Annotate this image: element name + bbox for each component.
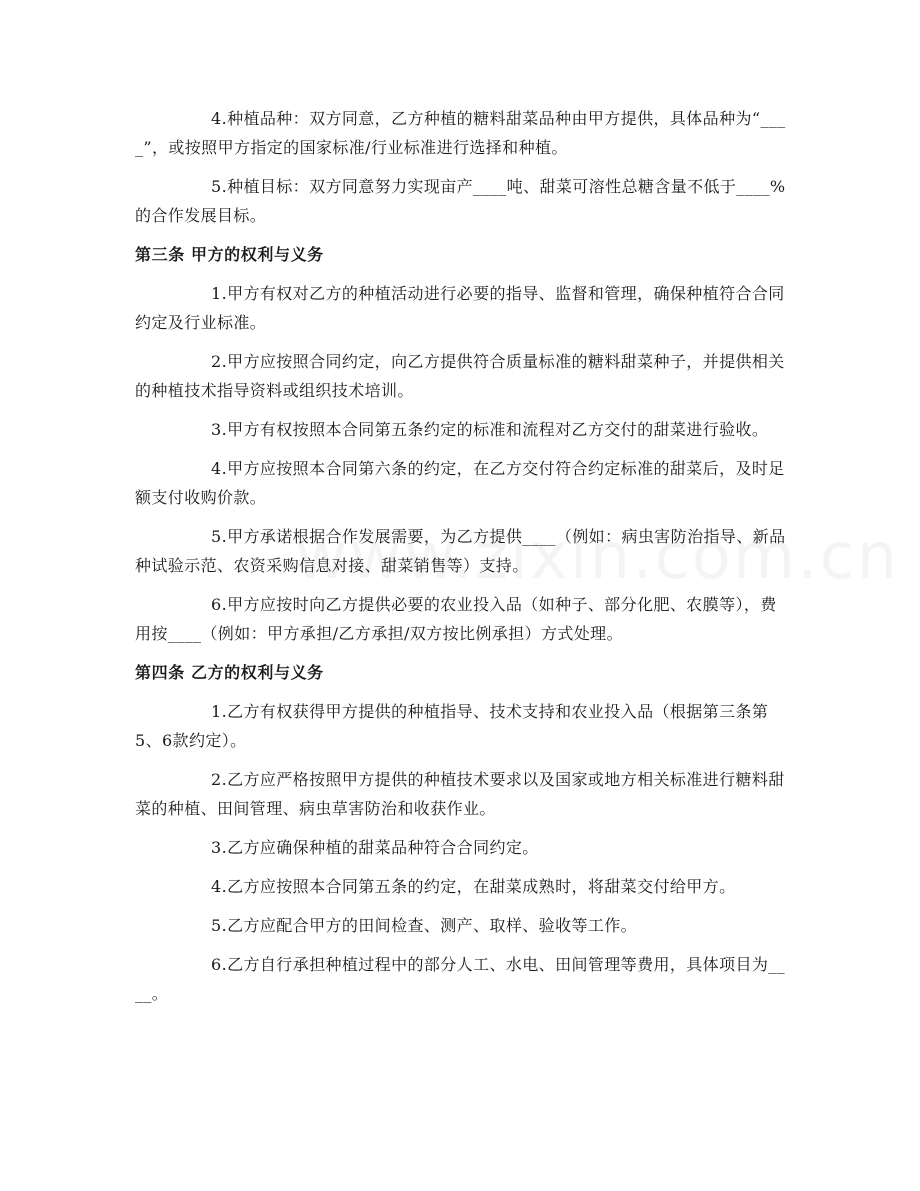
section-heading-article-3: 第三条 甲方的权利与义务: [135, 245, 324, 264]
item-number: 5.: [211, 527, 228, 546]
item-text: 种植品种：双方同意，乙方种植的糖料甜菜品种由甲方提供，具体品种为“____”，或按照甲方指定的国家标准/行业标准进行选择和种植。: [135, 109, 786, 157]
document-body: [135, 104, 787, 1018]
item-number: 3.: [211, 420, 228, 439]
item-text: 甲方承诺根据合作发展需要，为乙方提供____（例如：病虫害防治指导、新品种试验示范、农资采购信息对接、甜菜销售等）支持。: [135, 527, 786, 575]
item-number: 4.: [211, 109, 228, 128]
clause-4-item-4: [135, 872, 787, 901]
item-text: 种植目标：双方同意努力实现亩产____吨、甜菜可溶性总糖含量不低于____%的合作发展目标。: [135, 177, 786, 225]
item-text: 乙方自行承担种植过程中的部分人工、水电、田间管理等费用，具体项目为____。: [135, 955, 786, 1003]
item-text: 乙方应严格按照甲方提供的种植技术要求以及国家或地方相关标准进行糖料甜菜的种植、田间管理、病虫草害防治和收获作业。: [135, 770, 785, 818]
clause-4-item-5: [135, 911, 787, 940]
item-text: 甲方应按照合同约定，向乙方提供符合质量标准的糖料甜菜种子，并提供相关的种植技术指导资料或组织技术培训。: [135, 352, 785, 400]
clause-3-item-5: [135, 522, 787, 580]
clause-3-item-2: [135, 347, 787, 405]
clause-2-item-5: [135, 172, 787, 230]
item-text: 甲方有权对乙方的种植活动进行必要的指导、监督和管理，确保种植符合合同约定及行业标准。: [135, 284, 785, 332]
clause-2-item-4: [135, 104, 787, 162]
item-number: 5.: [211, 177, 228, 196]
section-heading-article-4: 第四条 乙方的权利与义务: [135, 663, 324, 682]
item-number: 1.: [211, 284, 228, 303]
item-text: 乙方有权获得甲方提供的种植指导、技术支持和农业投入品（根据第三条第5、6款约定）。: [135, 702, 769, 750]
item-number: 5.: [211, 916, 228, 935]
item-number: 3.: [211, 838, 228, 857]
item-text: 乙方应配合甲方的田间检查、测产、取样、验收等工作。: [227, 916, 638, 935]
clause-4-item-2: [135, 765, 787, 823]
clause-4-item-3: [135, 833, 787, 862]
clause-3-item-6: [135, 590, 787, 648]
clause-3-item-3: [135, 415, 787, 444]
item-number: 4.: [211, 877, 228, 896]
item-number: 4.: [211, 459, 228, 478]
item-number: 1.: [211, 702, 228, 721]
clause-3-item-4: [135, 454, 787, 512]
item-number: 2.: [211, 352, 228, 371]
item-number: 6.: [211, 955, 228, 974]
item-number: 2.: [211, 770, 228, 789]
item-text: 甲方有权按照本合同第五条约定的标准和流程对乙方交付的甜菜进行验收。: [227, 420, 769, 439]
item-text: 乙方应按照本合同第五条的约定，在甜菜成熟时，将甜菜交付给甲方。: [227, 877, 736, 896]
item-text: 甲方应按照本合同第六条的约定，在乙方交付符合约定标准的甜菜后，及时足额支付收购价款。: [135, 459, 785, 507]
item-text: 乙方应确保种植的甜菜品种符合合同约定。: [227, 838, 539, 857]
clause-3-item-1: [135, 279, 787, 337]
item-number: 6.: [211, 595, 228, 614]
clause-4-item-1: [135, 697, 787, 755]
item-text: 甲方应按时向乙方提供必要的农业投入品（如种子、部分化肥、农膜等），费用按____（例如：甲方承担/乙方承担/双方按比例承担）方式处理。: [135, 595, 777, 643]
clause-4-item-6: [135, 950, 787, 1008]
